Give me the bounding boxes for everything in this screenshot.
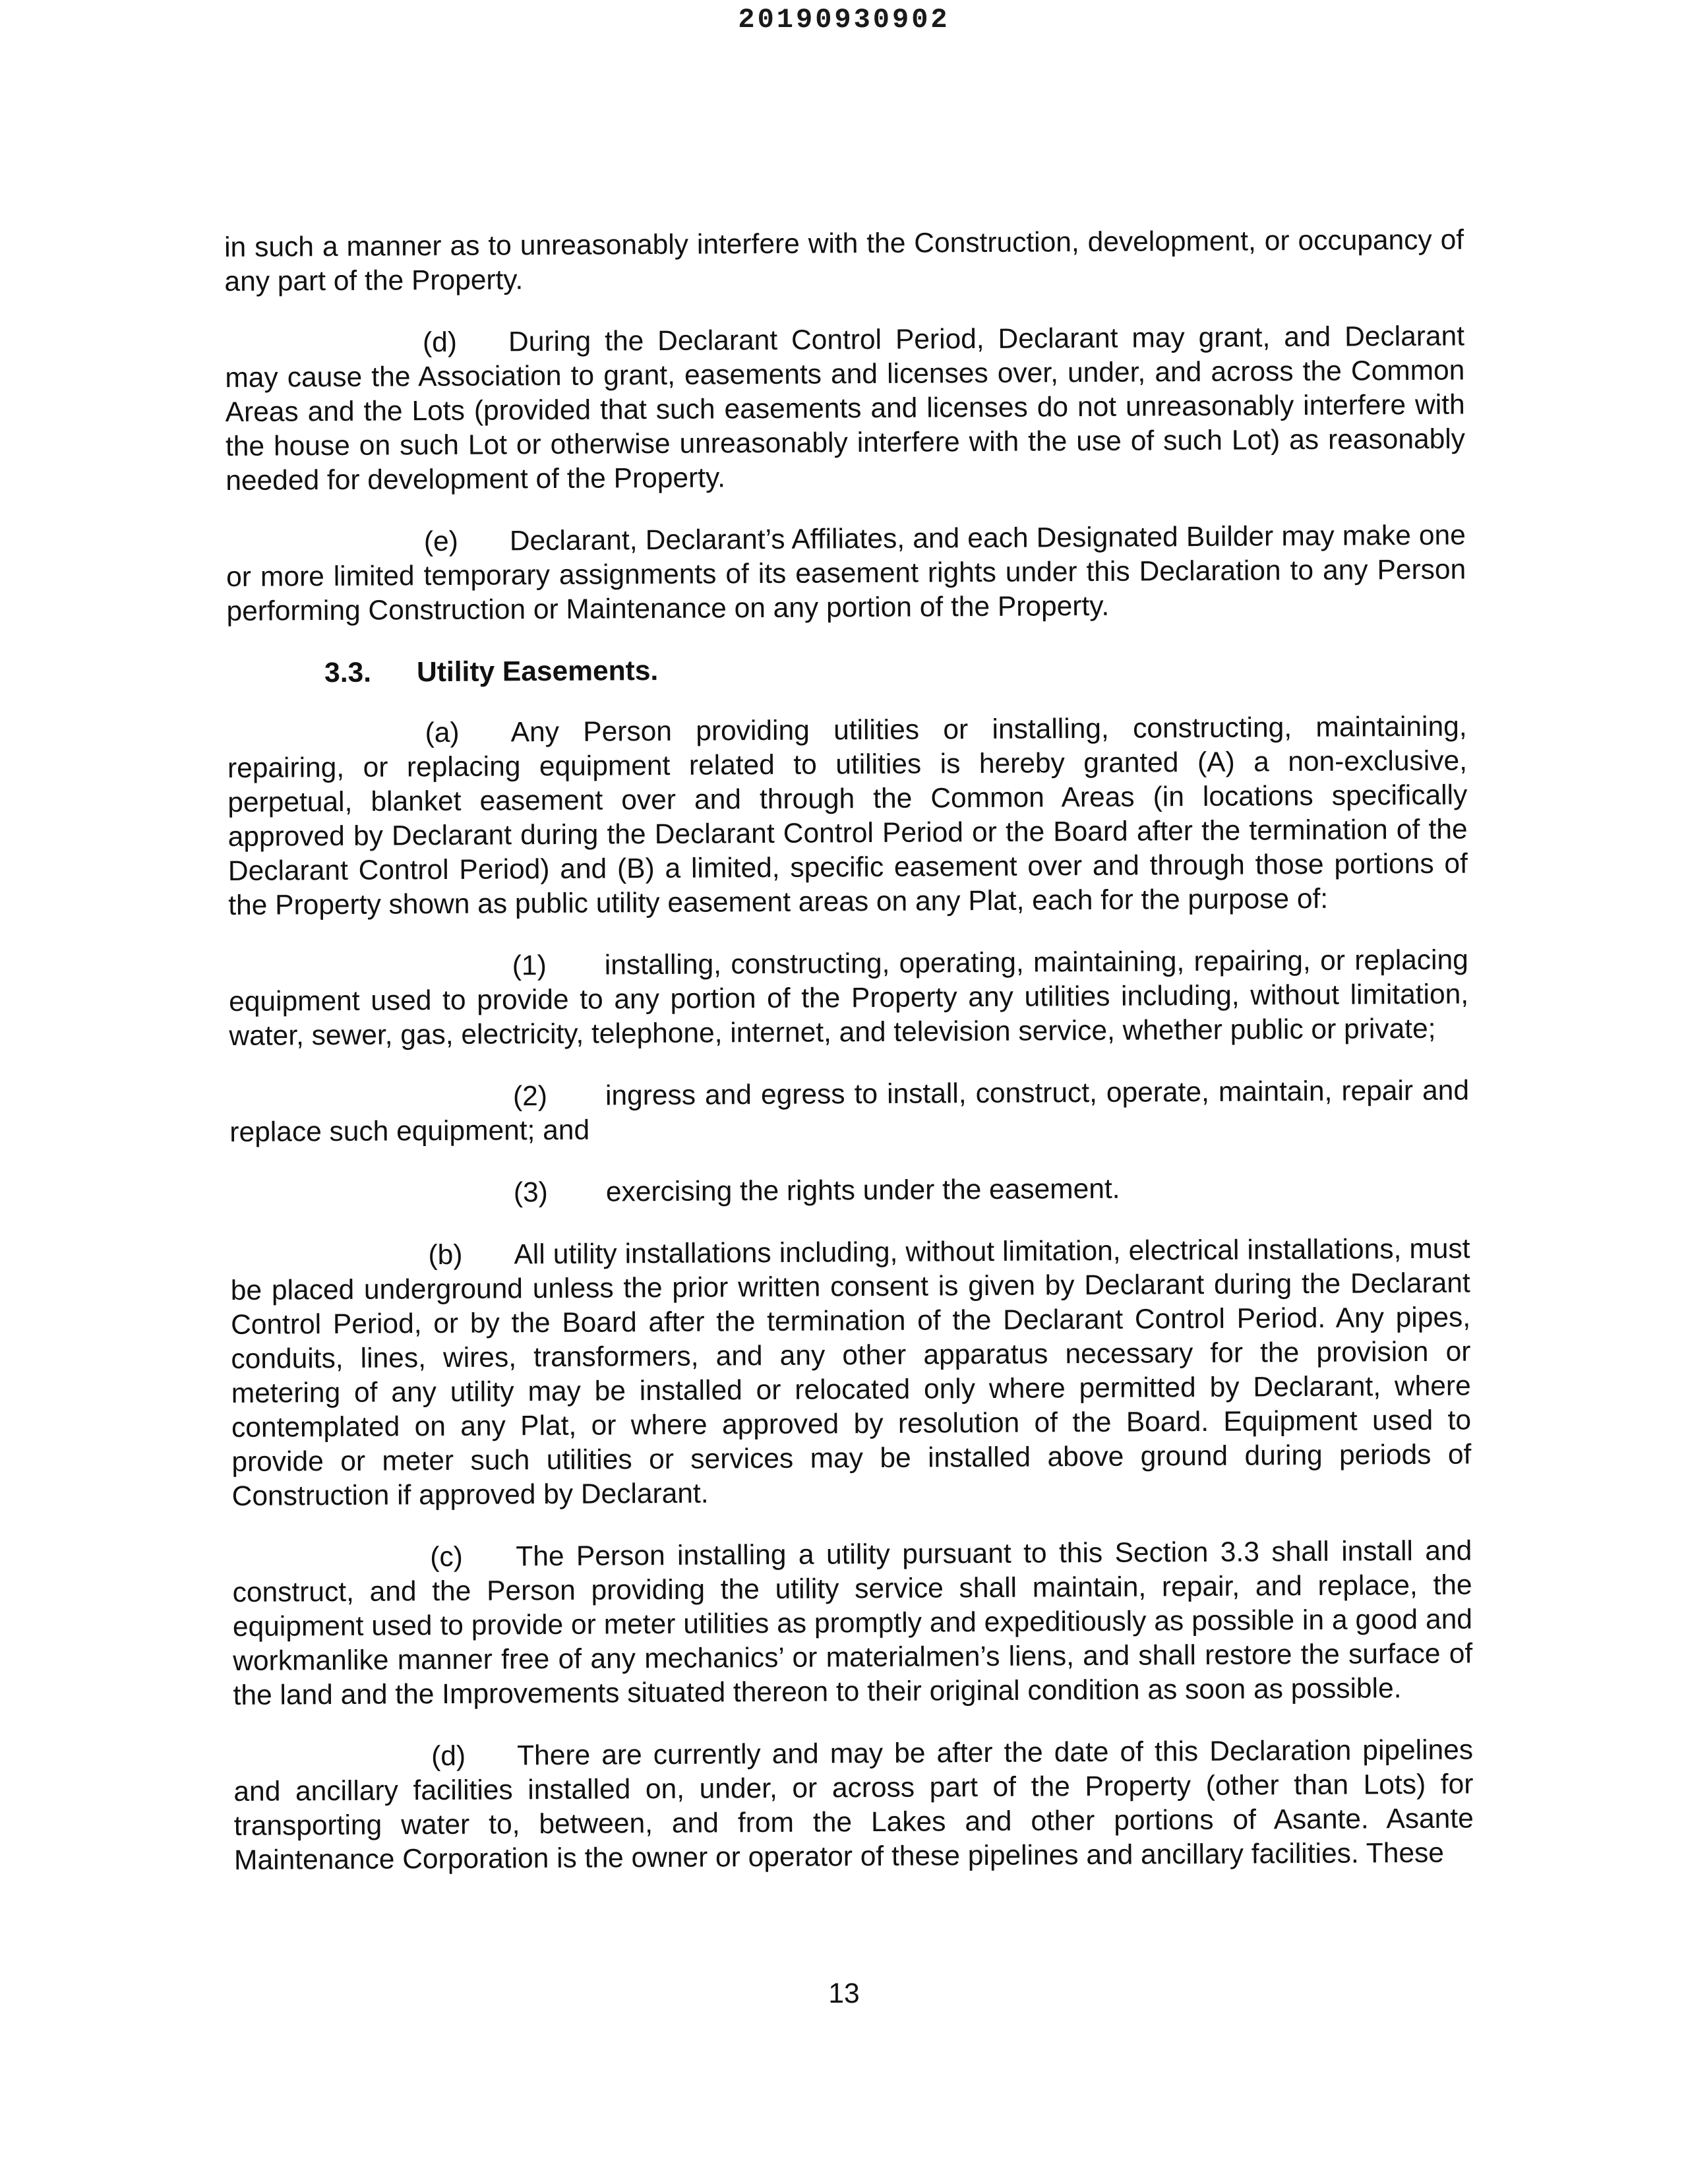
subparagraph-1-text: installing, constructing, operating, maintaining, repairing, or replacing equipment used to provide to any portion of the Property any utilities including, without limitation, water, sewer, gas, electricity, telephone, internet, and television service, whether public or private;	[229, 944, 1469, 1052]
document-number: 20190930902	[738, 4, 950, 36]
section-title-period: .	[650, 655, 659, 687]
paragraph-d-text: During the Declarant Control Period, Declarant may grant, and Declarant may cause the Association to grant, easements and licenses over, under, and across the Common Areas and the Lots (provided that such easements and licenses do not unreasonably interfere with the house on such Lot or otherwise unreasonably interfere with the use of such Lot) as reasonably needed for development of the Property.	[225, 320, 1466, 497]
subparagraph-2-text: ingress and egress to install, construct, operate, maintain, repair and replace such equipment; and	[229, 1075, 1470, 1148]
paragraph-a-label: (a)	[425, 717, 460, 749]
paragraph-b	[230, 1232, 1472, 1513]
paragraph-e-text: Declarant, Declarant’s Affiliates, and each Designated Builder may make one or more limited temporary assignments of its easement rights under this Declaration to any Person performing Construction or Maintenance on any portion of the Property.	[226, 520, 1466, 627]
page-number: 13	[828, 1978, 860, 2009]
paragraph-a	[227, 710, 1468, 923]
paragraph-b-text: All utility installations including, without limitation, electrical installations, must be placed underground unless the prior written consent is given by Declarant during the Declarant Control Period, or by the Board after the termination of the Declarant Control Period. Any pipes, conduits, lines, wires, transformers, and any other apparatus necessary for the provision or metering of any utility may be installed or relocated only where permitted by Declarant, where contemplated on any Plat, or where approved by resolution of the Board. Equipment used to provide or meter such utilities or services may be installed above ground during periods of Construction if approved by Declarant.	[230, 1233, 1472, 1512]
paragraph-e	[226, 519, 1466, 629]
paragraph-d-pipelines-text: There are currently and may be after the date of this Declaration pipelines and ancillary facilities installed on, under, or across part of the Property (other than Lots) for transporting water to, between, and from the Lakes and other portions of Asante. Asante Maintenance Corporation is the owner or operator of these pipelines and ancillary facilities. These	[233, 1734, 1474, 1876]
subparagraph-2	[229, 1074, 1470, 1149]
paragraph-c-text: The Person installing a utility pursuant to this Section 3.3 shall install and construct, and the Person providing the utility service shall maintain, repair, and replace, the equipment used to provide or meter utilities as promptly and expeditiously as possible in a good and workmanlike manner free of any mechanics’ or materialmen’s liens, and shall restore the surface of the land and the Improvements situated thereon to their original condition as soon as possible.	[232, 1535, 1473, 1711]
paragraph-e-label: (e)	[423, 526, 458, 558]
paragraph-c	[232, 1534, 1473, 1713]
subparagraph-1-label: (1)	[512, 950, 547, 982]
paragraph-d-pipelines	[233, 1733, 1474, 1877]
paragraph-d-pipelines-label: (d)	[431, 1740, 466, 1773]
paragraph-a-text: Any Person providing utilities or installing, constructing, maintaining, repairing, or replacing equipment related to utilities is hereby granted (A) a non-exclusive, perpetual, blanket easement over and through the Common Areas (in locations specifically approved by Declarant during the Declarant Control Period or the Board after the termination of the Declarant Control Period) and (B) a limited, specific easement over and through those portions of the Property shown as public utility easement areas on any Plat, each for the purpose of:	[227, 711, 1468, 921]
paragraph-b-label: (b)	[428, 1239, 463, 1271]
section-number: 3.3.	[324, 657, 372, 689]
subparagraph-3-text: exercising the rights under the easement.	[605, 1173, 1120, 1208]
continuation-paragraph: in such a manner as to unreasonably interfere with the Construction, development, or occupancy of any part of the Property.	[224, 224, 1464, 297]
subparagraph-1	[229, 943, 1469, 1053]
paragraph-d	[225, 320, 1466, 499]
paragraph-d-label: (d)	[422, 326, 458, 359]
subparagraph-3-label: (3)	[513, 1177, 549, 1209]
paragraph-c-label: (c)	[430, 1541, 463, 1573]
section-heading	[227, 650, 1466, 691]
subparagraph-2-label: (2)	[512, 1081, 548, 1112]
subparagraph-3	[230, 1170, 1470, 1211]
section-title: Utility Easements	[416, 655, 651, 688]
document-body	[224, 224, 1474, 1906]
